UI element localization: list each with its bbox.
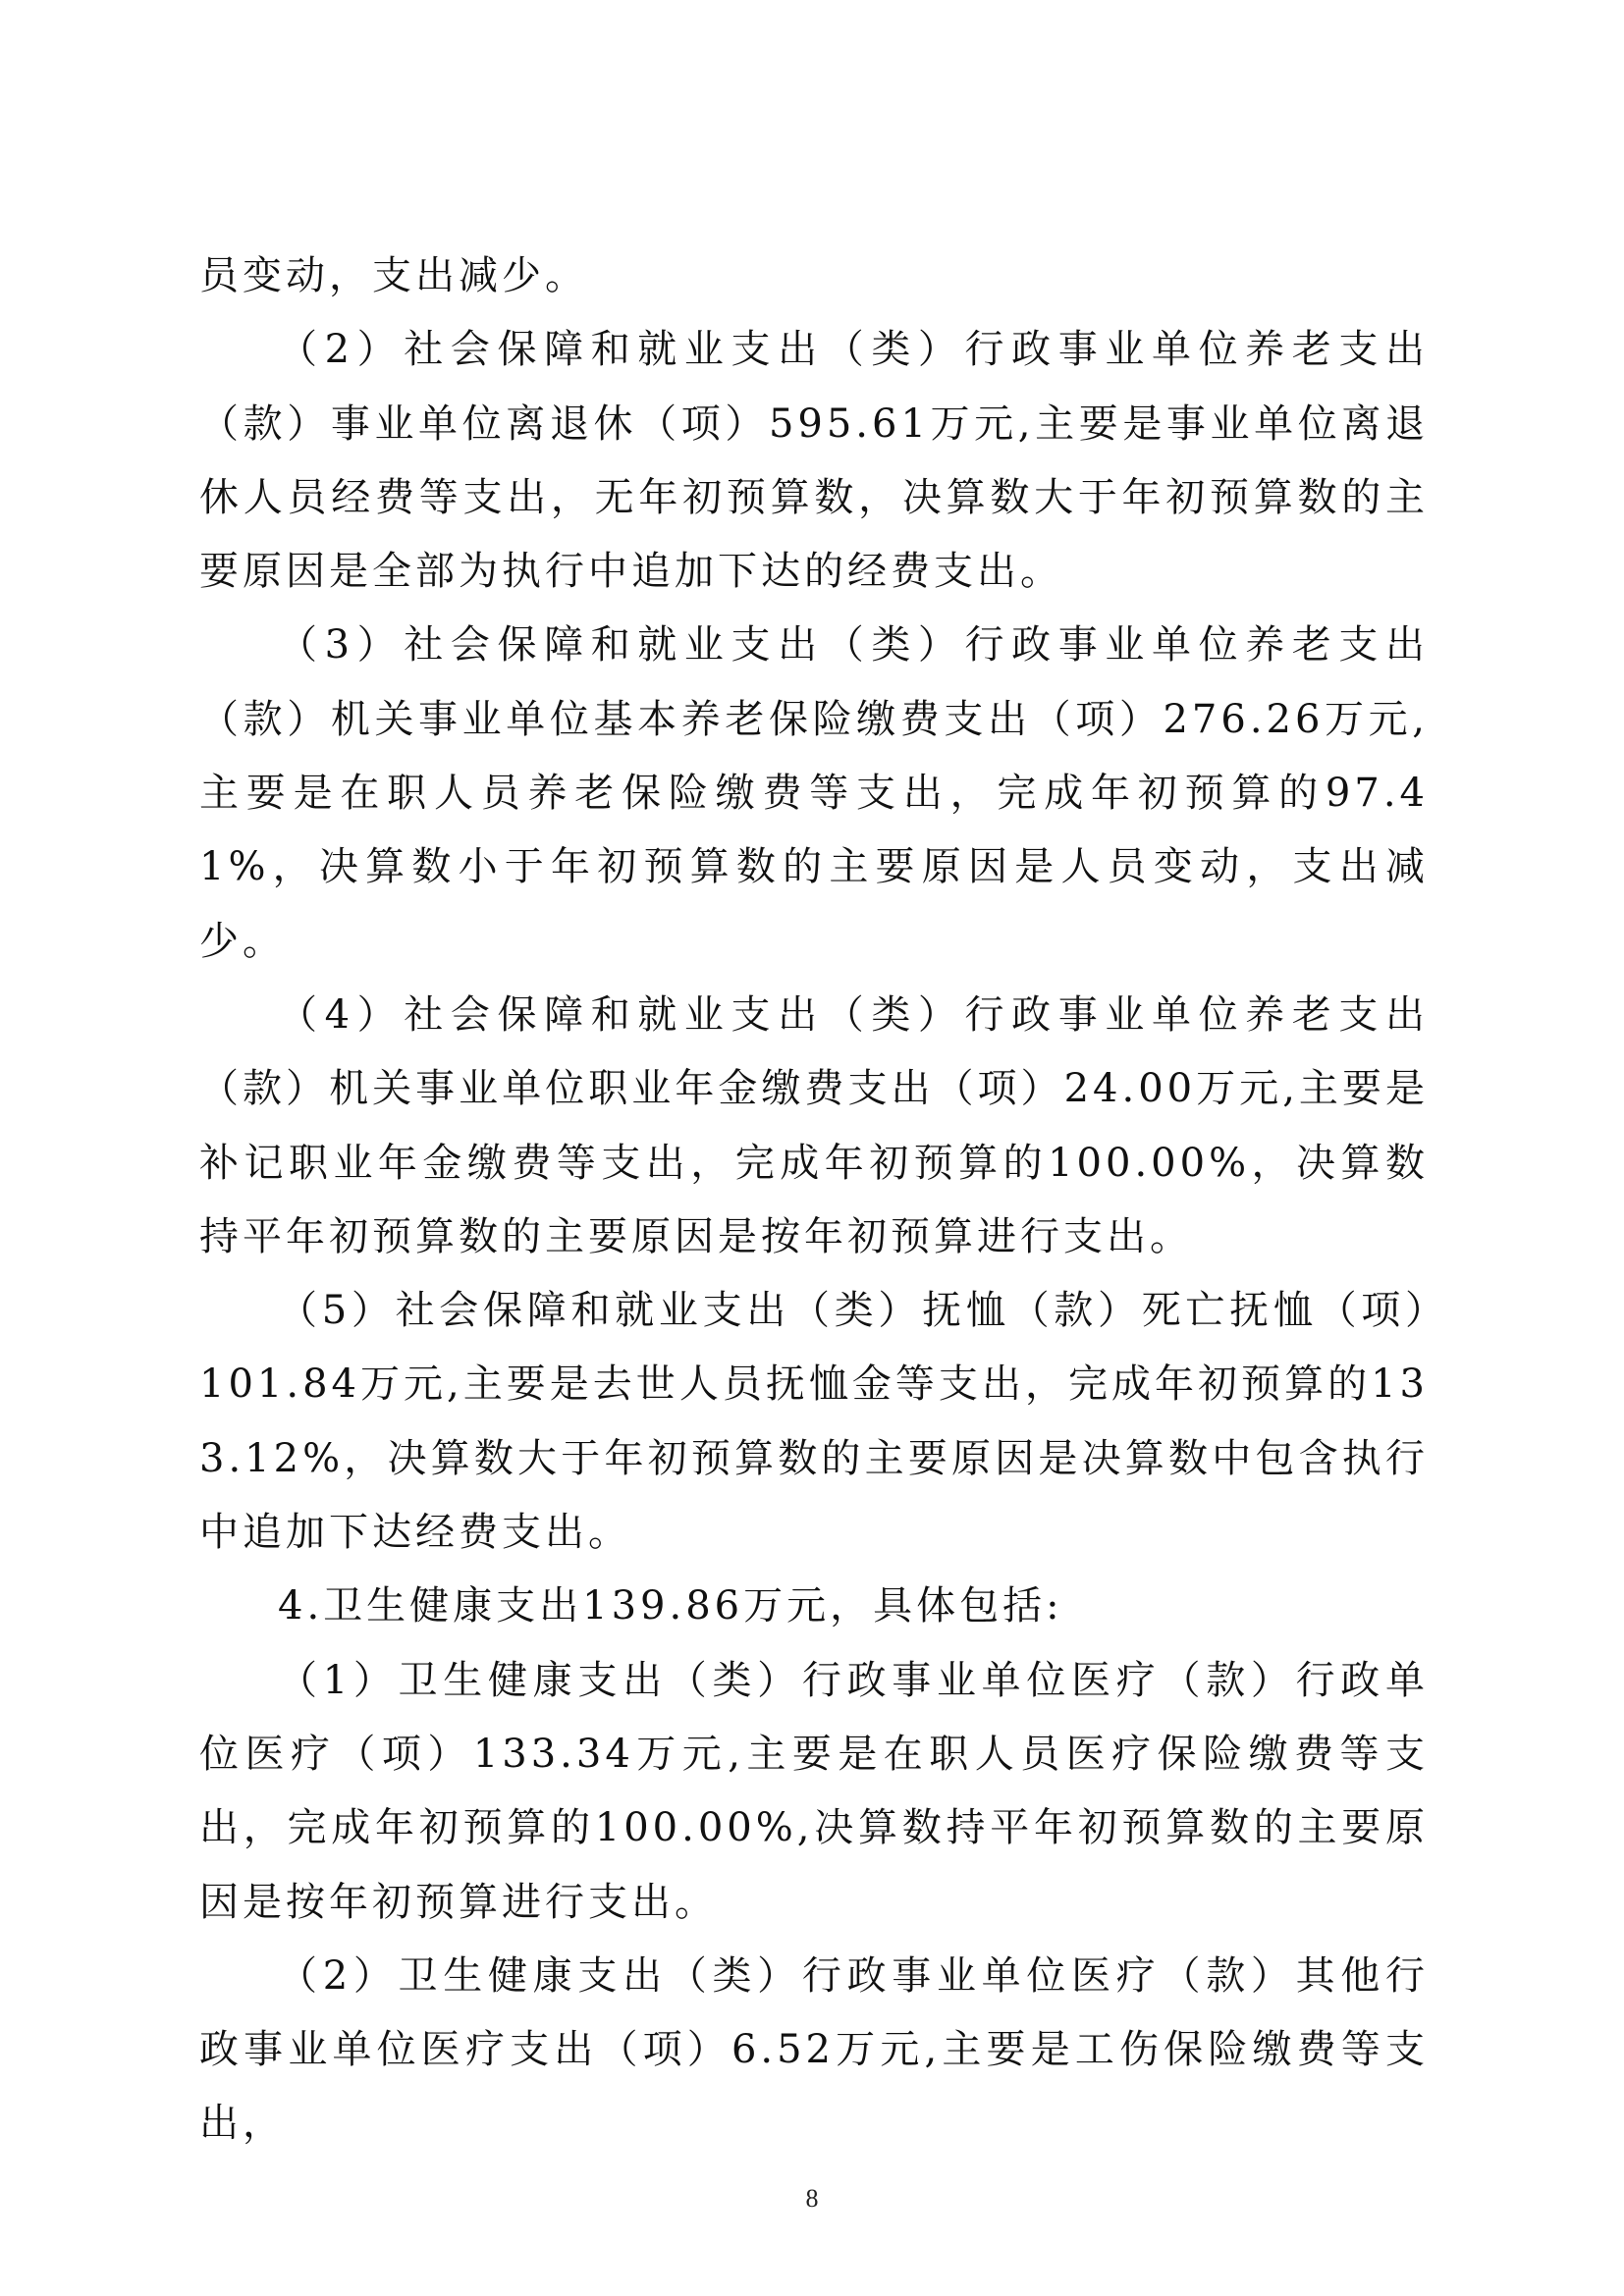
paragraph: 4.卫生健康支出139.86万元，具体包括: [278, 1583, 1063, 1629]
paragraph: 员变动，支出减少。 [199, 253, 588, 298]
paragraph: （4）社会保障和就业支出（类）行政事业单位养老支出（款）机关事业单位职业年金缴费支出（项）24.00万元,主要是补记职业年金缴费等支出，完成年初预算的100.00%，决算数持平年初预算数的主要原因是按年初预算进行支出。 [199, 991, 1429, 1259]
paragraph: （2）社会保障和就业支出（类）行政事业单位养老支出（款）事业单位离退休（项）595.61万元,主要是事业单位离退休人员经费等支出，无年初预算数，决算数大于年初预算数的主要原因是全部为执行中追加下达的经费支出。 [199, 327, 1429, 595]
paragraph: （3）社会保障和就业支出（类）行政事业单位养老支出（款）机关事业单位基本养老保险缴费支出（项）276.26万元,主要是在职人员养老保险缴费等支出，完成年初预算的97.41%，决算数小于年初预算数的主要原因是人员变动，支出减少。 [199, 622, 1429, 964]
paragraph: （1）卫生健康支出（类）行政事业单位医疗（款）行政单位医疗（项）133.34万元,主要是在职人员医疗保险缴费等支出，完成年初预算的100.00%,决算数持平年初预算数的主要原因是按年初预算进行支出。 [199, 1657, 1429, 1925]
paragraph: （2）卫生健康支出（类）行政事业单位医疗（款）其他行政事业单位医疗支出（项）6.52万元,主要是工伤保险缴费等支出， [199, 1952, 1429, 2147]
page-number: 8 [805, 2184, 819, 2213]
body-text [199, 240, 1429, 2162]
paragraph: （5）社会保障和就业支出（类）抚恤（款）死亡抚恤（项）101.84万元,主要是去世人员抚恤金等支出，完成年初预算的133.12%，决算数大于年初预算数的主要原因是决算数中包含执行中追加下达经费支出。 [199, 1288, 1429, 1556]
